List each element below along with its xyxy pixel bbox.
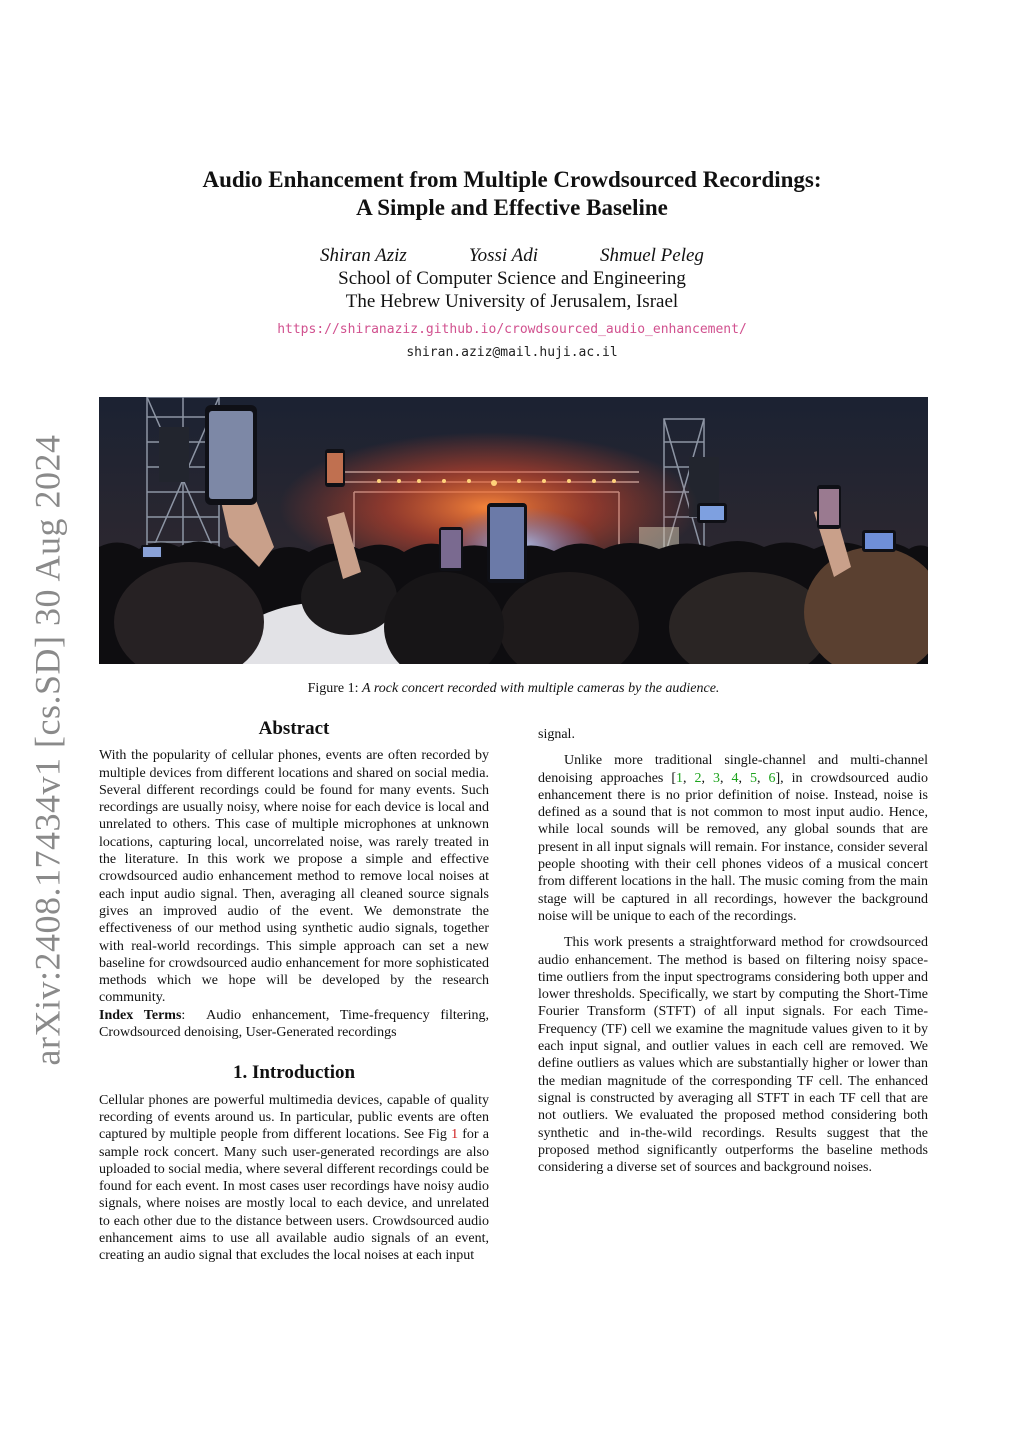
index-terms-text: Audio enhancement, Time-frequency filtering, Crowdsourced denoising, User-Generated recordings [99, 1007, 490, 1041]
project-url-link[interactable]: https://shiranaziz.github.io/crowdsourced_audio_enhancement/ [277, 322, 747, 337]
abstract-heading: Abstract [258, 718, 330, 739]
citation-link[interactable]: 3 [713, 770, 720, 786]
figure-caption-text: A rock concert recorded with multiple cameras by the audience. [362, 681, 720, 696]
intro-paragraph-1-continued: signal. [538, 727, 575, 742]
index-terms: Index Terms: Audio enhancement, Time-frequency filtering, Crowdsourced denoising, User-Generated recordings [99, 1007, 490, 1041]
citation-link[interactable]: 6 [768, 770, 776, 786]
figure-caption [99, 681, 928, 697]
intro-paragraph-3: This work presents a straightforward method for crowdsourced audio enhancement. The method is based on filtering noisy space-time outliers from the input spectrograms considering both upper and lower thresholds. Specifically, we start by computing the Short-Time Fourier Transform (STFT) of all input signals. For each Time-Frequency (TF) cell we examine the magnitude values given to it by each input signal, and outlier values in each cell are removed. We define outliers as values which are substantially higher or lower than the median magnitude of the corresponding TF cell. The enhanced signal is constructed by averaging all STFT in each TF cell that are not outliers. We evaluated the proposed method considering both synthetic and in-the-wild recordings. Results suggest that the proposed method significantly outperforms the baseline methods considering a diverse set of sources and background noises. [538, 935, 928, 1176]
intro-paragraph-2: Unlike more traditional single-channel and multi-channel denoising approaches [1, 2, 3, 4, 5, 6], in crowdsourced audio enhancement there is no prior definition of noise. Instead, noise is defined as a sound that is not common to most input audio. Hence, while local sounds will be removed, any global sounds that are present in all input signals will remain. For instance, consider several people shooting with their cell phones videos of a musical concert from different locations in the hall. The music coming from the main stage will be captured in all recordings, however the background noise will be unique to each of the recordings. [538, 753, 929, 924]
citation-link[interactable]: 5 [749, 770, 757, 786]
affiliation [120, 267, 904, 313]
author-name: Shiran Aziz [320, 245, 407, 266]
intro-paragraph-1: Cellular phones are powerful multimedia devices, capable of quality recording of events around us. In particular, public events are often captured by multiple people from different locations. See Fig 1 for a sample rock concert. Many such user-generated recordings are also uploaded to social media, where several different recordings could be found for each event. In most cases user recordings have noisy audio signals, where noises are mostly local to each device, and unrelated to each other due to the distance between users. Crowdsourced audio enhancement aims to use all available audio signals of an event, creating an audio signal that excludes the local noises at each input [99, 1092, 489, 1264]
author-list [120, 245, 904, 267]
index-terms-label: Index Terms [99, 1007, 182, 1023]
affiliation-line-1: School of Computer Science and Engineering [338, 268, 686, 289]
title-line-1: Audio Enhancement from Multiple Crowdsourced Recordings: [202, 167, 822, 192]
author-email: shiran.aziz@mail.huji.ac.il [406, 345, 618, 360]
right-column [538, 726, 928, 1176]
concert-photo [99, 397, 928, 664]
left-column [99, 720, 489, 1265]
abstract-text: With the popularity of cellular phones, events are often recorded by multiple devices from different locations and shared on social media. Several different recordings could be found for many events. Such recordings are usually noisy, where noise for each device is local and unrelated to others. This case of multiple microphones at unknown locations, capturing local, uncorrelated noise, was rarely treated in the literature. In this work we propose a simple and effective crowdsourced audio enhancement method to remove local noises at each input audio signal. Then, averaging all cleaned source signals gives an improved audio of the event. We demonstrate the effectiveness of our method using synthetic audio signals, together with real-world recordings. This simple approach can set a new baseline for crowdsourced audio enhancement for more sophisticated methods which we hope will be developed by the research community. [99, 748, 489, 1006]
paper-title [120, 166, 904, 222]
affiliation-line-2: The Hebrew University of Jerusalem, Israel [345, 291, 679, 312]
introduction-heading: 1. Introduction [232, 1062, 356, 1084]
citation-link[interactable]: 2 [694, 770, 702, 786]
author-name: Shmuel Peleg [600, 245, 704, 266]
arxiv-identifier [22, 434, 72, 1066]
citation-link[interactable]: 1 [676, 770, 684, 786]
citation-link[interactable]: 4 [731, 770, 739, 786]
arxiv-identifier-text: arXiv:2408.17434v1 [cs.SD] 30 Aug 2024 [27, 434, 67, 1066]
title-line-2: A Simple and Effective Baseline [356, 195, 668, 220]
figure-label: Figure 1: [307, 681, 359, 696]
figure-reference-link[interactable]: 1 [451, 1127, 459, 1143]
author-name: Yossi Adi [468, 245, 538, 266]
